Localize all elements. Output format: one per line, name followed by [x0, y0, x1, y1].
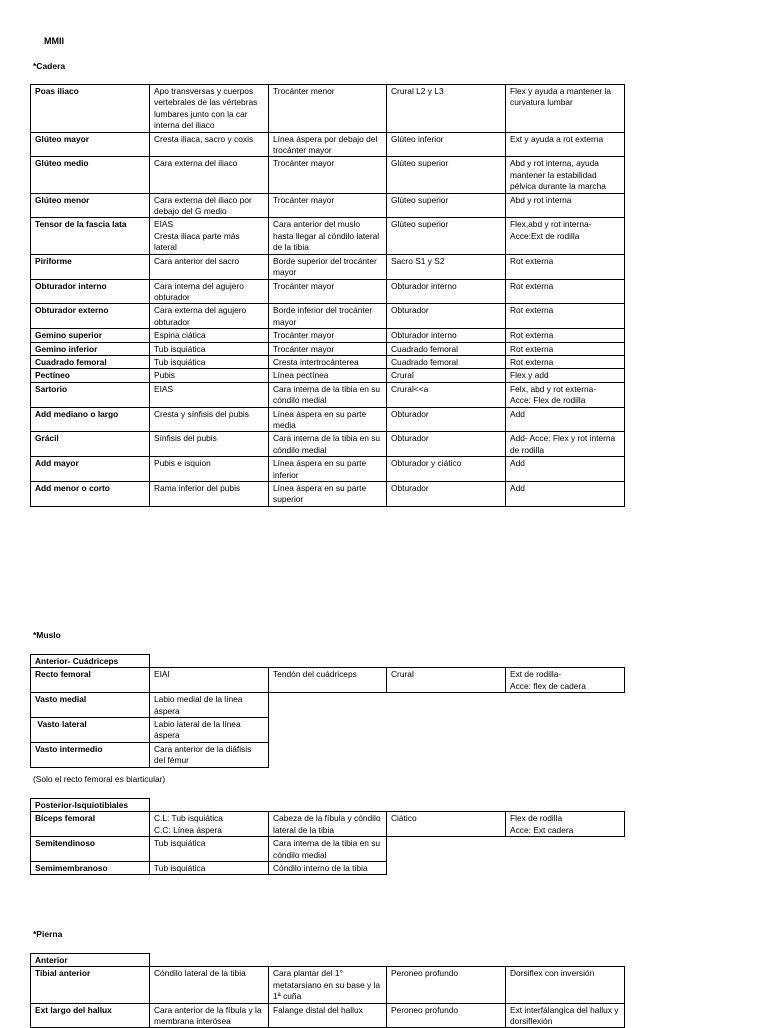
- muscle-insertion: Cresta intertrocánterea: [269, 355, 387, 368]
- muscle-name: Grácil: [31, 432, 150, 457]
- muscle-name: Gemino inferior: [31, 342, 150, 355]
- table-row: [31, 329, 625, 342]
- table-row: [31, 693, 625, 718]
- muscle-name: Semitendinoso: [31, 837, 150, 862]
- muscle-origin: Pubis: [150, 369, 269, 382]
- muscle-nerve: Glúteo inferior: [387, 132, 506, 157]
- section-heading-muslo: *Muslo: [33, 630, 61, 640]
- muscle-name: Cuadrado femoral: [31, 355, 150, 368]
- muscle-nerve: Glúteo superior: [387, 193, 506, 218]
- muscle-name: Ext largo del hallux: [31, 1003, 150, 1028]
- muscle-origin: Cara interna del agujero obturador: [150, 279, 269, 304]
- muscle-nerve: Obturador: [387, 482, 506, 507]
- muscle-name: Piriforme: [31, 254, 150, 279]
- muscle-name: Add mayor: [31, 457, 150, 482]
- muscle-name: Add menor o corto: [31, 482, 150, 507]
- muscle-action: Add: [506, 457, 625, 482]
- muscle-name: Obturador interno: [31, 279, 150, 304]
- muscle-name: Vasto lateral: [31, 718, 150, 743]
- muscle-nerve: Cuadrado femoral: [387, 342, 506, 355]
- muscle-nerve: Cuadrado femoral: [387, 355, 506, 368]
- muscle-origin: Sínfisis del pubis: [150, 432, 269, 457]
- muscle-nerve: Obturador: [387, 304, 506, 329]
- muscle-insertion: Cabeza de la fíbula y cóndilo lateral de la tibia: [269, 812, 387, 837]
- muscle-nerve: Obturador: [387, 432, 506, 457]
- muscle-insertion: Cara anterior del muslo hasta llegar al cóndilo lateral de la tibia: [269, 218, 387, 254]
- muscle-origin: Labio medial de la línea áspera: [150, 693, 269, 718]
- muscle-origin: Tub isquiática: [150, 837, 269, 862]
- muscle-name: Add mediano o largo: [31, 407, 150, 432]
- muscle-insertion: Trocánter mayor: [269, 342, 387, 355]
- muscle-origin: Cara anterior del sacro: [150, 254, 269, 279]
- table-row: [31, 862, 625, 875]
- muscle-name: Vasto intermedio: [31, 742, 150, 767]
- muscle-action: Abd y rot interna, ayuda mantener la estabilidad pélvica durante la marcha: [506, 157, 625, 193]
- muslo-posterior-caption: Posterior-Isquiotibiales: [31, 799, 150, 812]
- table-row: [31, 279, 625, 304]
- muscle-action: Felx, abd y rot externa- Acce: Flex de rodilla: [506, 382, 625, 407]
- muscle-name: Pectíneo: [31, 369, 150, 382]
- muscle-nerve: Peroneo profundo: [387, 967, 506, 1003]
- muscle-name: Bíceps femoral: [31, 812, 150, 837]
- cadera-table: [30, 84, 625, 507]
- muscle-insertion: Trocánter mayor: [269, 279, 387, 304]
- table-row: [31, 457, 625, 482]
- muscle-action: Ext de rodilla- Acce: flex de cadera: [506, 668, 625, 693]
- pierna-anterior-caption: Anterior: [31, 954, 150, 967]
- muscle-nerve: Crural L2 y L3: [387, 85, 506, 133]
- muscle-nerve: Crural: [387, 369, 506, 382]
- muscle-nerve: Glúteo superior: [387, 218, 506, 254]
- muscle-insertion: Tendón del cuádriceps: [269, 668, 387, 693]
- table-row: [31, 369, 625, 382]
- muscle-action: Add: [506, 482, 625, 507]
- table-row: [31, 742, 625, 767]
- muscle-name: Gemino superior: [31, 329, 150, 342]
- muscle-origin: Labio lateral de la línea áspera: [150, 718, 269, 743]
- muscle-origin: Rama inferior del pubis: [150, 482, 269, 507]
- table-row: [31, 812, 625, 837]
- muscle-nerve: Peroneo profundo: [387, 1003, 506, 1028]
- muscle-nerve: Ciático: [387, 812, 506, 837]
- muscle-name: Tensor de la fascia lata: [31, 218, 150, 254]
- muscle-origin: Espina ciática: [150, 329, 269, 342]
- muscle-name: Vasto medial: [31, 693, 150, 718]
- table-row: [31, 482, 625, 507]
- muscle-origin: Cara anterior de la fíbula y la membrana interósea: [150, 1003, 269, 1028]
- muscle-origin: Cara anterior de la diáfisis del fémur: [150, 742, 269, 767]
- muscle-name: Glúteo mayor: [31, 132, 150, 157]
- table-row: [31, 132, 625, 157]
- muscle-action: Rot externa: [506, 279, 625, 304]
- muscle-insertion: Línea pectínea: [269, 369, 387, 382]
- muscle-name: Poas iliaco: [31, 85, 150, 133]
- muscle-action: Rot externa: [506, 355, 625, 368]
- muscle-action: Abd y rot interna: [506, 193, 625, 218]
- muscle-insertion: Trocánter mayor: [269, 157, 387, 193]
- muscle-nerve: Sacro S1 y S2: [387, 254, 506, 279]
- table-row: [31, 254, 625, 279]
- muscle-origin: EIAI: [150, 668, 269, 693]
- muscle-insertion: Cara interna de la tibia en su cóndilo medial: [269, 837, 387, 862]
- section-heading-pierna: *Pierna: [33, 929, 63, 939]
- muscle-insertion: Línea áspera por debajo del trocánter mayor: [269, 132, 387, 157]
- muscle-action: Flex de rodilla Acce: Ext cadera: [506, 812, 625, 837]
- muscle-insertion: Línea áspera en su parte superior: [269, 482, 387, 507]
- muscle-nerve: Glúteo superior: [387, 157, 506, 193]
- table-row: [31, 85, 625, 133]
- muscle-action: Flex y add: [506, 369, 625, 382]
- muscle-origin: Cresta y sínfisis del pubis: [150, 407, 269, 432]
- muscle-nerve: Obturador interno: [387, 329, 506, 342]
- muscle-insertion: Cara interna de la tibia en su cóndilo medial: [269, 432, 387, 457]
- section-heading-cadera: *Cadera: [33, 61, 66, 71]
- muscle-name: Obturador externo: [31, 304, 150, 329]
- table-row: [31, 837, 625, 862]
- muscle-origin: C.L: Tub isquiática C.C: Línea áspera: [150, 812, 269, 837]
- muscle-origin: Cara externa del iliaco por debajo del G medio: [150, 193, 269, 218]
- table-row: [31, 668, 625, 693]
- muscle-origin: Cara externa del agujero obturador: [150, 304, 269, 329]
- table-row: [31, 157, 625, 193]
- document-title: MMII: [44, 36, 64, 46]
- muscle-action: Rot externa: [506, 329, 625, 342]
- muscle-origin: Tub isquiática: [150, 342, 269, 355]
- table-row: [31, 218, 625, 254]
- muscle-insertion: Línea áspera en su parte media: [269, 407, 387, 432]
- muscle-insertion: Borde superior del trocánter mayor: [269, 254, 387, 279]
- pierna-anterior-table: [30, 953, 625, 1028]
- muscle-origin: Pubis e isquion: [150, 457, 269, 482]
- muscle-nerve: Crural<<a: [387, 382, 506, 407]
- muscle-insertion: Trocánter mayor: [269, 193, 387, 218]
- biarticular-note: (Solo el recto femoral es biarticular): [33, 774, 166, 784]
- muscle-name: Semimembranoso: [31, 862, 150, 875]
- muscle-nerve: Obturador: [387, 407, 506, 432]
- muscle-insertion: Cóndilo interno de la tibia: [269, 862, 387, 875]
- muscle-name: Glúteo medio: [31, 157, 150, 193]
- muscle-action: Add: [506, 407, 625, 432]
- muslo-anterior-caption: Anterior- Cuádriceps: [31, 655, 150, 668]
- muscle-name: Sartorio: [31, 382, 150, 407]
- muscle-insertion: Línea áspera en su parte inferior: [269, 457, 387, 482]
- muscle-action: Rot externa: [506, 254, 625, 279]
- muscle-nerve: Crural: [387, 668, 506, 693]
- table-row: [31, 432, 625, 457]
- muscle-insertion: Falange distal del hallux: [269, 1003, 387, 1028]
- muscle-origin: Tub isquiática: [150, 355, 269, 368]
- muscle-insertion: Cara interna de la tibia en su cóndilo medial: [269, 382, 387, 407]
- muscle-action: Add- Acce: Flex y rot interna de rodilla: [506, 432, 625, 457]
- muscle-origin: EIAS: [150, 382, 269, 407]
- table-row: [31, 342, 625, 355]
- muscle-origin: Cresta iliaca, sacro y coxis: [150, 132, 269, 157]
- table-row: [31, 355, 625, 368]
- muscle-name: Tibial anterior: [31, 967, 150, 1003]
- muscle-origin: Cara externa del iliaco: [150, 157, 269, 193]
- muscle-action: Rot externa: [506, 304, 625, 329]
- muscle-action: Flex y ayuda a mantener la curvatura lumbar: [506, 85, 625, 133]
- muscle-insertion: Borde inferior del trocánter mayor: [269, 304, 387, 329]
- table-row: [31, 1003, 625, 1028]
- muscle-action: Ext interfálangica del hallux y dorsiflexión: [506, 1003, 625, 1028]
- muscle-action: Flex,abd y rot interna- Acce:Ext de rodilla: [506, 218, 625, 254]
- muscle-action: Rot externa: [506, 342, 625, 355]
- table-row: [31, 967, 625, 1003]
- table-row: [31, 382, 625, 407]
- muscle-insertion: Trocánter menor: [269, 85, 387, 133]
- muscle-origin: Apo transversas y cuerpos vertebrales de las vértebras lumbares junto con la car interna del iliaco: [150, 85, 269, 133]
- muslo-posterior-table: [30, 798, 625, 875]
- muscle-origin: Tub isquiática: [150, 862, 269, 875]
- muscle-origin: Cóndilo lateral de la tibia: [150, 967, 269, 1003]
- muscle-origin: EIAS Cresta iliaca parte más lateral: [150, 218, 269, 254]
- table-row: [31, 718, 625, 743]
- muscle-name: Recto femoral: [31, 668, 150, 693]
- muscle-action: Ext y ayuda a rot externa: [506, 132, 625, 157]
- muscle-nerve: Obturador interno: [387, 279, 506, 304]
- muslo-anterior-table: [30, 654, 625, 768]
- muscle-insertion: Trocánter mayor: [269, 329, 387, 342]
- table-row: [31, 304, 625, 329]
- table-row: [31, 407, 625, 432]
- muscle-action: Dorsiflex con inversión: [506, 967, 625, 1003]
- table-row: [31, 193, 625, 218]
- muscle-name: Glúteo menor: [31, 193, 150, 218]
- muscle-nerve: Obturador y ciático: [387, 457, 506, 482]
- muscle-insertion: Cara plantar del 1° metatarsiano en su base y la 1ª cuña: [269, 967, 387, 1003]
